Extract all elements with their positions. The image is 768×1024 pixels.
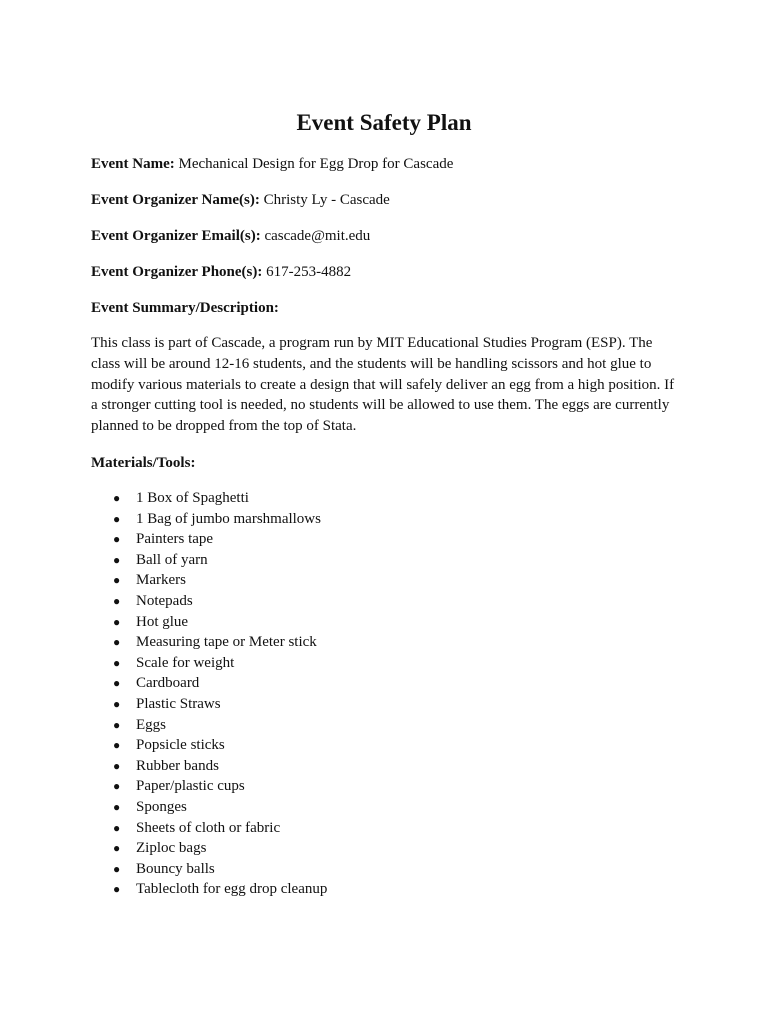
list-item-text: Ball of yarn bbox=[136, 551, 208, 568]
organizer-name-value: Christy Ly - Cascade bbox=[263, 192, 390, 208]
bullet-icon: ● bbox=[113, 655, 121, 670]
list-item bbox=[0, 612, 768, 633]
organizer-name-label: Event Organizer Name(s): bbox=[91, 192, 260, 208]
organizer-phone-value: 617-253-4882 bbox=[266, 264, 352, 280]
materials-heading: Materials/Tools: bbox=[91, 455, 196, 471]
organizer-email-label: Event Organizer Email(s): bbox=[91, 228, 261, 244]
organizer-email-field bbox=[91, 226, 370, 246]
bullet-icon: ● bbox=[113, 511, 121, 526]
bullet-icon: ● bbox=[113, 717, 121, 732]
bullet-icon: ● bbox=[113, 676, 121, 691]
list-item bbox=[0, 859, 768, 880]
list-item bbox=[0, 632, 768, 653]
event-name-field bbox=[91, 154, 453, 174]
bullet-icon: ● bbox=[113, 614, 121, 629]
list-item bbox=[0, 550, 768, 571]
bullet-icon: ● bbox=[113, 861, 121, 876]
list-item-text: Eggs bbox=[136, 716, 166, 733]
list-item-text: Sheets of cloth or fabric bbox=[136, 819, 281, 836]
list-item-text: Scale for weight bbox=[136, 654, 235, 671]
list-item-text: Tablecloth for egg drop cleanup bbox=[136, 881, 328, 898]
document-title: Event Safety Plan bbox=[296, 110, 472, 135]
organizer-phone-field bbox=[91, 262, 351, 282]
list-item bbox=[0, 529, 768, 550]
bullet-icon: ● bbox=[113, 882, 121, 897]
list-item bbox=[0, 488, 768, 509]
organizer-name-field bbox=[91, 190, 390, 210]
summary-heading-label: Event Summary/Description: bbox=[91, 300, 279, 316]
bullet-icon: ● bbox=[113, 738, 121, 753]
bullet-icon: ● bbox=[113, 552, 121, 567]
bullet-icon: ● bbox=[113, 573, 121, 588]
list-item-text: Sponges bbox=[136, 798, 187, 815]
bullet-icon: ● bbox=[113, 841, 121, 856]
list-item-text: Paper/plastic cups bbox=[136, 778, 245, 795]
list-item-text: Popsicle sticks bbox=[136, 737, 225, 754]
list-item-text: 1 Bag of jumbo marshmallows bbox=[136, 510, 321, 527]
bullet-icon: ● bbox=[113, 779, 121, 794]
list-item bbox=[0, 673, 768, 694]
organizer-email-value: cascade@mit.edu bbox=[264, 228, 371, 244]
list-item bbox=[0, 570, 768, 591]
list-item bbox=[0, 653, 768, 674]
list-item bbox=[0, 694, 768, 715]
summary-heading-field bbox=[91, 298, 279, 318]
summary-paragraph: This class is part of Cascade, a program run by MIT Educational Studies Program (ESP). The class will be around 12-16 students, and the students will be handling scissors and hot glue to modify various materials to create a design that will safely deliver an egg from a high position. If a stronger cutting tool is needed, no students will be allowed to use them. The eggs are currently planned to be dropped from the top of Stata. bbox=[91, 335, 675, 435]
list-item bbox=[0, 735, 768, 756]
list-item-text: Measuring tape or Meter stick bbox=[136, 634, 317, 651]
list-item-text: Cardboard bbox=[136, 675, 200, 692]
list-item bbox=[0, 838, 768, 859]
list-item bbox=[0, 797, 768, 818]
organizer-phone-label: Event Organizer Phone(s): bbox=[91, 264, 263, 280]
list-item bbox=[0, 715, 768, 736]
list-item-text: 1 Box of Spaghetti bbox=[136, 490, 249, 506]
bullet-icon: ● bbox=[113, 758, 121, 773]
list-item-text: Markers bbox=[136, 572, 186, 589]
bullet-icon: ● bbox=[113, 491, 121, 505]
list-item bbox=[0, 818, 768, 839]
list-item-text: Notepads bbox=[136, 592, 193, 609]
bullet-icon: ● bbox=[113, 696, 121, 711]
event-name-label: Event Name: bbox=[91, 156, 175, 172]
event-name-value: Mechanical Design for Egg Drop for Cascade bbox=[178, 156, 454, 172]
list-item-text: Plastic Straws bbox=[136, 695, 221, 712]
bullet-icon: ● bbox=[113, 593, 121, 608]
list-item bbox=[0, 509, 768, 530]
list-item bbox=[0, 776, 768, 797]
bullet-icon: ● bbox=[113, 635, 121, 650]
bullet-icon: ● bbox=[113, 820, 121, 835]
materials-list bbox=[0, 488, 768, 900]
list-item bbox=[0, 879, 768, 900]
list-item-text: Ziploc bags bbox=[136, 840, 207, 857]
bullet-icon: ● bbox=[113, 532, 121, 547]
bullet-icon: ● bbox=[113, 799, 121, 814]
list-item-text: Painters tape bbox=[136, 531, 214, 548]
list-item-text: Hot glue bbox=[136, 613, 189, 630]
list-item bbox=[0, 591, 768, 612]
list-item-text: Rubber bands bbox=[136, 757, 219, 774]
list-item-text: Bouncy balls bbox=[136, 860, 215, 877]
list-item bbox=[0, 756, 768, 777]
